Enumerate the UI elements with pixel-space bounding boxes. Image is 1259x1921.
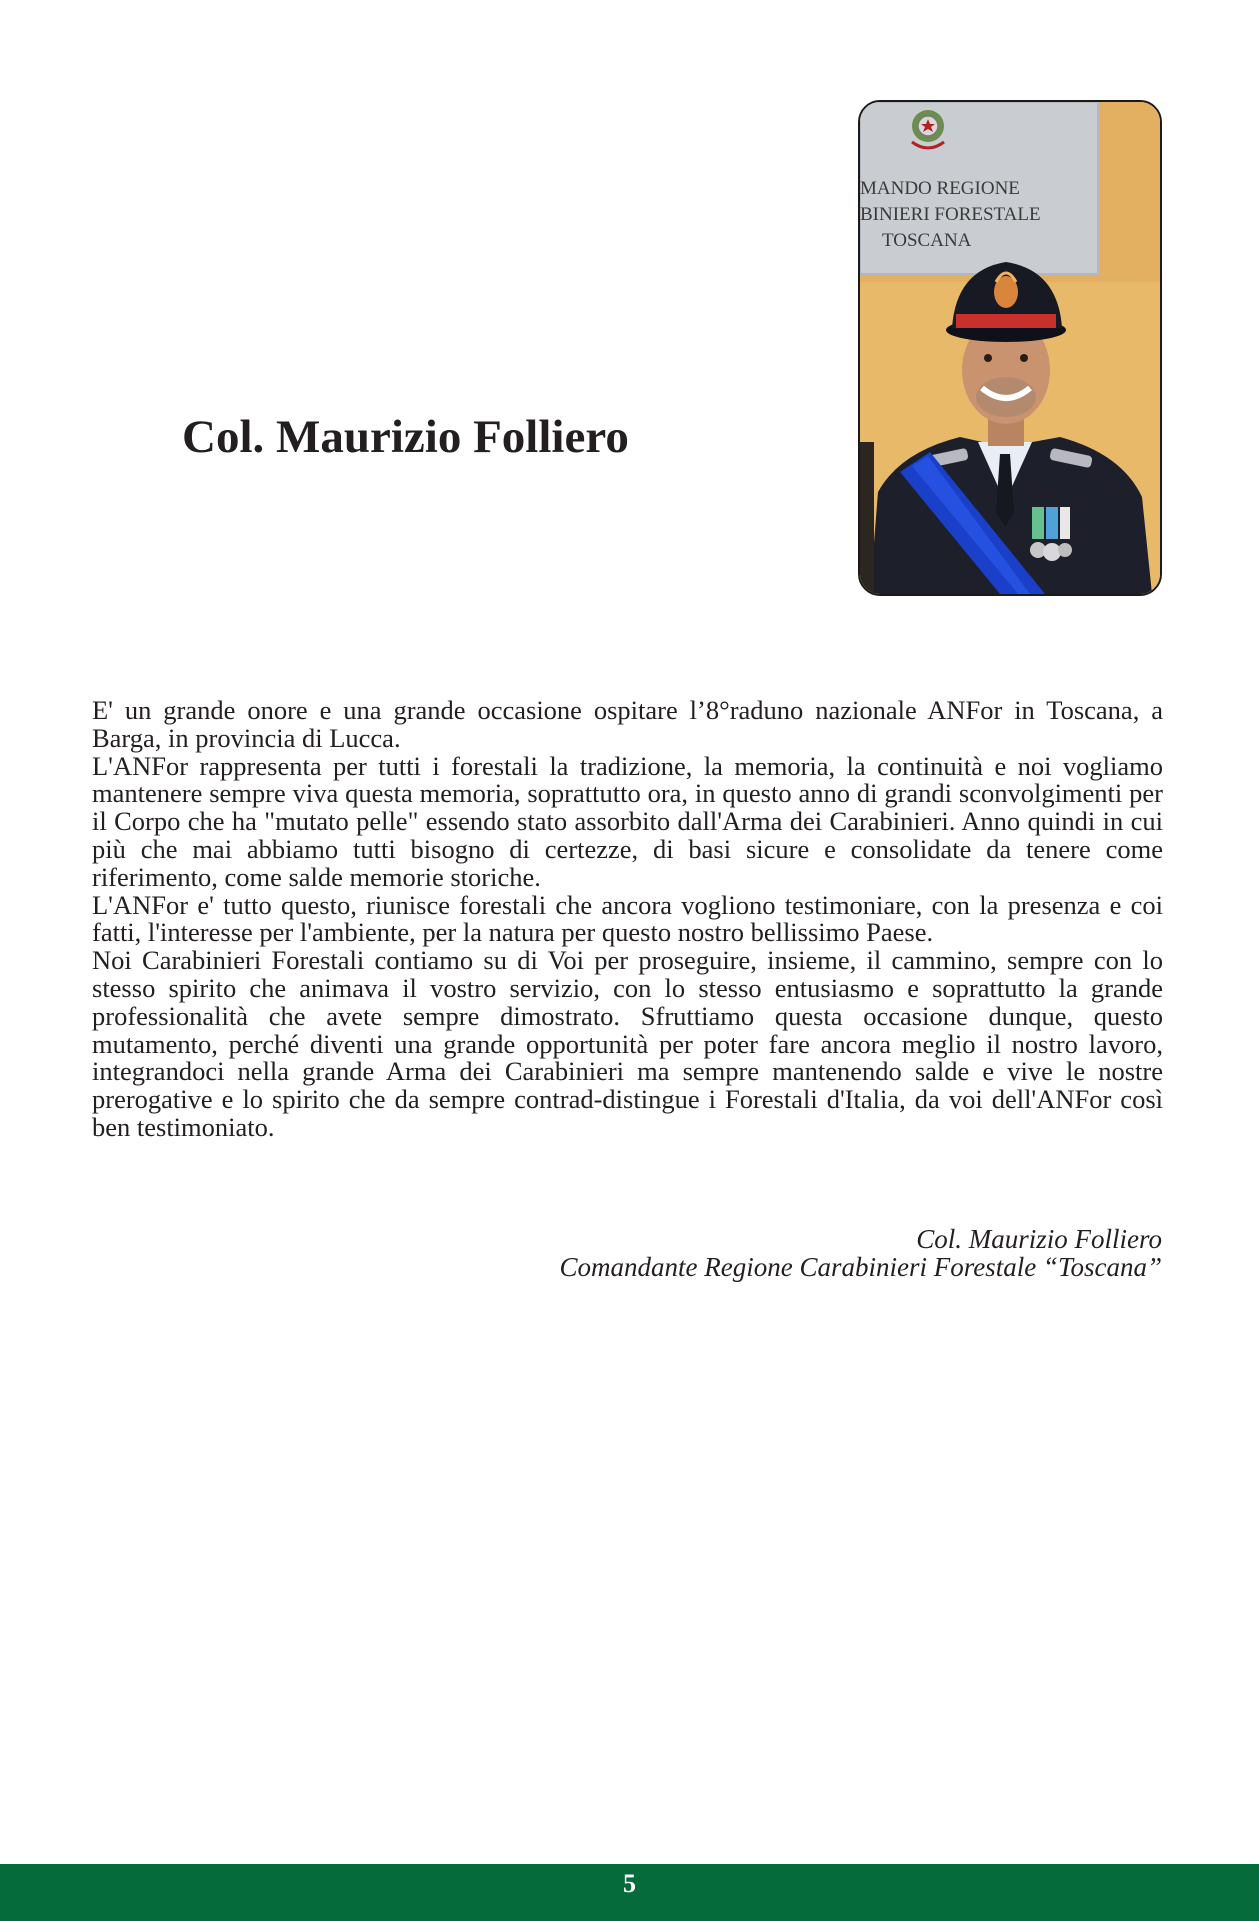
sign-line-3: TOSCANA	[882, 230, 972, 251]
paragraph: L'ANFor e' tutto questo, riunisce forestali che ancora vogliono testimoniare, con la presenza e coi fatti, l'interesse per l'ambiente, per la natura per questo nostro bellissimo Paese.	[92, 889, 1163, 948]
signature-block	[559, 1225, 1162, 1281]
signature-role: Comandante Regione Carabinieri Forestale “Toscana”	[559, 1252, 1162, 1282]
paragraph: L'ANFor rappresenta per tutti i forestali la tradizione, la memoria, la continuità e noi vogliamo mantenere sempre viva questa memoria, soprattutto ora, in questo anno di grandi sconvolgimenti per il Corpo che ha "mutato pelle" essendo stato assorbito dall'Arma dei Carabinieri. Anno quindi in cui più che mai abbiamo tutti bisogno di certezze, di basi sicure e consolidate da tenere come riferimento, come salde memorie storiche.	[92, 750, 1163, 892]
paragraph: Noi Carabinieri Forestali contiamo su di Voi per proseguire, insieme, il cammino, sempre con lo stesso spirito che animava il vostro servizio, con lo stesso entusiasmo e soprattutto la grande professionalità che avete sempre dimostrato. Sfruttiamo questa occasione dunque, questo mutamento, perché diventi una grande opportunità per poter fare ancora meglio il nostro lavoro, integrandoci nella grande Arma dei Carabinieri ma sempre mantenendo salde e vive le nostre prerogative e lo spirito che da sempre contrad-distingue i Forestali d'Italia, da voi dell'ANFor così ben testimoniato.	[92, 945, 1163, 1142]
cap-badge-icon	[994, 273, 1018, 308]
paragraph: E' un grande onore e una grande occasione ospitare l’8°raduno nazionale ANFor in Toscana, a Barga, in provincia di Lucca.	[92, 695, 1163, 753]
medals-icon	[1030, 507, 1072, 561]
page-number: 5	[623, 1869, 636, 1898]
footer-bar	[0, 1864, 1259, 1921]
page-title: Col. Maurizio Folliero	[182, 411, 629, 463]
signature-name: Col. Maurizio Folliero	[916, 1224, 1162, 1254]
sign-line-1: MANDO REGIONE	[860, 178, 1020, 199]
sign-line-2: BINIERI FORESTALE	[860, 204, 1041, 225]
portrait-photo	[858, 100, 1162, 596]
message-body	[92, 697, 1163, 1142]
